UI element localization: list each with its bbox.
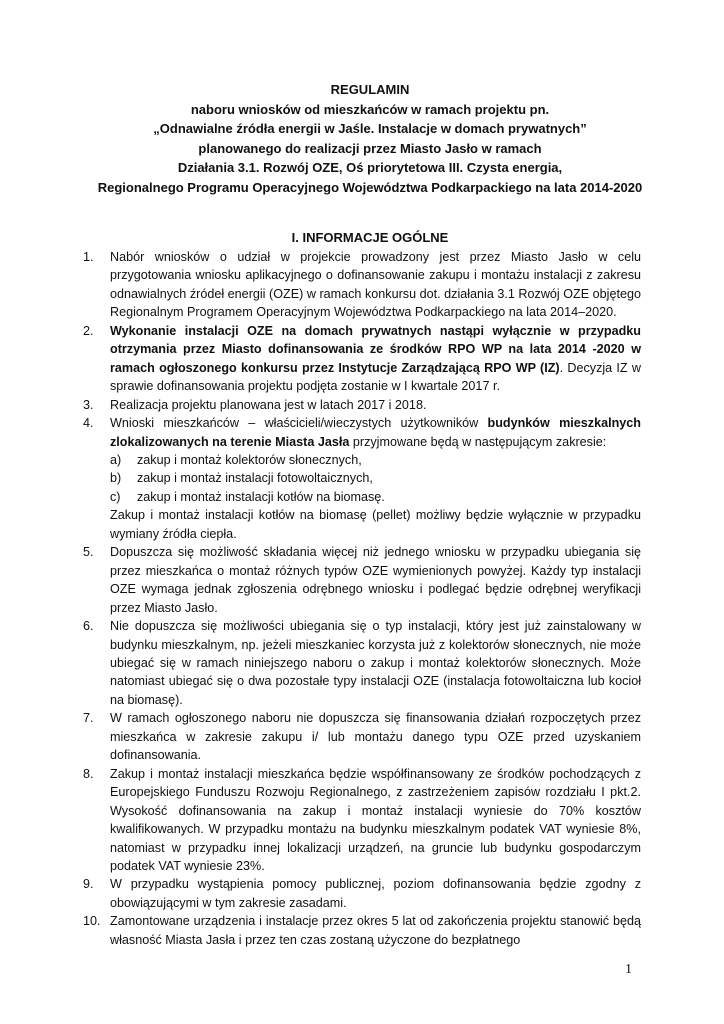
list-item-9 [83, 875, 641, 912]
list-item-7 [83, 709, 641, 764]
numbered-list [83, 248, 641, 949]
item-number: 1. [83, 250, 94, 264]
title-line-3: „Odnawialne źródła energii w Jaśle. Instalacje w domach prywatnych” [153, 121, 587, 136]
sub-item-letter: a) [110, 452, 122, 467]
item-note: Zakup i montaż instalacji kotłów na biomasę (pellet) możliwy będzie wyłącznie w przypadku wymiany źródła ciepła. [110, 508, 641, 541]
item-text: W przypadku wystąpienia pomocy publicznej, poziom dofinansowania będzie zgodny z obowiązującymi w tym zakresie zasadami. [110, 877, 641, 910]
sub-item-text: zakup i montaż instalacji kotłów na biomasę. [137, 489, 385, 504]
list-item-10 [83, 912, 641, 949]
item-text: Wnioski mieszkańców – właścicieli/wieczystych użytkowników [110, 416, 488, 431]
sub-item-letter: c) [110, 489, 121, 504]
section-heading: I. INFORMACJE OGÓLNE [291, 230, 449, 245]
list-item-2 [83, 322, 641, 396]
item-number: 3. [83, 397, 94, 412]
list-item-8 [83, 765, 641, 876]
item-number: 5. [83, 545, 94, 560]
sub-item-c [110, 488, 641, 506]
page-number: 1 [625, 962, 632, 977]
item-text: Nie dopuszcza się możliwości ubiegania się o typ instalacji, który jest już zainstalowany w budynku mieszkalnym, np. jeżeli mieszkaniec korzysta już z kolektorów słonecznych, nie może ubiegać się w ramach niniejszego naboru o zakup i montaż kolektorów słonecznych. Może natomiast ubiegać się o dwa pozostałe typy instalacji OZE (instalacja fotowoltaiczna lub kocioł na biomasę). [110, 619, 641, 707]
item-number: 6. [83, 619, 94, 634]
sub-item-text: zakup i montaż instalacji fotowoltaicznych, [137, 471, 373, 486]
item-number: 2. [83, 323, 94, 338]
item-number: 4. [83, 416, 94, 431]
list-item-5 [83, 543, 641, 617]
title-line-6: Regionalnego Programu Operacyjnego Województwa Podkarpackiego na lata 2014-2020 [97, 179, 643, 195]
item-text: Zamontowane urządzenia i instalacje przez okres 5 lat od zakończenia projektu stanowić będą własność Miasta Jasła i przez ten czas zostaną użyczone do bezpłatnego [110, 914, 641, 947]
item-text: Nabór wniosków o udział w projekcie prowadzony jest przez Miasto Jasło w celu przygotowania wniosku aplikacyjnego o dofinansowanie zakupu i montażu instalacji z zakresu odnawialnych źródeł energii (OZE) w ramach konkursu dot. działania 3.1 Rozwój OZE objętego Regionalnym Programem Operacyjnym Województwa Podkarpackiego na lata 2014–2020. [110, 250, 641, 320]
title-line-5: Działania 3.1. Rozwój OZE, Oś priorytetowa III. Czysta energia, [177, 160, 563, 175]
item-number: 9. [83, 877, 94, 892]
title-line-4: planowanego do realizacji przez Miasto Jasło w ramach [198, 140, 542, 156]
item-text: Dopuszcza się możliwość składania więcej niż jednego wniosku w przypadku ubiegania się przez mieszkańca o montaż różnych typów OZE wymienionych powyżej. Każdy typ instalacji OZE wymaga jednak zgłoszenia odrębnego wniosku i podlegać będzie odrębnej weryfikacji przez Miasto Jasło. [110, 545, 641, 615]
item-bold-text: Wykonanie instalacji OZE na domach prywatnych nastąpi wyłącznie w przypadku otrzymania przez Miasto dofinansowania ze środków RPO WP na lata 2014 -2020 w ramach ogłoszonego konkursu przez Instytucje Zarządzającą RPO WP (IZ) [110, 323, 641, 375]
item-text: Zakup i montaż instalacji mieszkańca będzie współfinansowany ze środków pochodzących z Europejskiego Funduszu Rozwoju Regionalnego, z zastrzeżeniem zapisów rozdziału I pkt.2. Wysokość dofinansowania na zakup i montaż instalacji wyniesie do 70% kosztów kwalifikowanych. W przypadku montażu na budynku mieszkalnym podatek VAT wyniesie 8%, natomiast w przypadku innej lokalizacji urządzeń, na gruncie lub budynku gospodarczym podatek VAT wyniesie 23%. [110, 766, 641, 873]
sub-item-text: zakup i montaż kolektorów słonecznych, [137, 452, 362, 467]
item-text: . Decyzja IZ w sprawie dofinansowania projektu podjęta zostanie w I kwartale 2017 r. [110, 360, 641, 394]
title-line-1: REGULAMIN [330, 82, 410, 97]
document-title [60, 80, 680, 197]
item-number: 7. [83, 711, 94, 726]
item-text: W ramach ogłoszonego naboru nie dopuszcza się finansowania działań rozpoczętych przez mieszkańca w zakresie zakupu i/ lub montażu danego typu OZE przed uzyskaniem dofinansowania. [110, 711, 641, 763]
item-number: 10. [83, 914, 101, 929]
list-item-1 [83, 248, 641, 322]
sub-item-b [110, 469, 641, 487]
item-bold-text: budynków mieszkalnych zlokalizowanych na terenie Miasta Jasła [110, 416, 641, 449]
title-line-2: naboru wniosków od mieszkańców w ramach projektu pn. [190, 101, 550, 117]
sub-item-letter: b) [110, 471, 122, 486]
item-number: 8. [83, 766, 94, 781]
list-item-6 [83, 617, 641, 709]
list-item-4 [83, 414, 641, 543]
sub-item-a [110, 451, 641, 469]
list-item-3 [83, 396, 641, 414]
item-text: Realizacja projektu planowana jest w latach 2017 i 2018. [110, 397, 427, 412]
item-text-end: przyjmowane będą w następującym zakresie: [349, 434, 607, 449]
